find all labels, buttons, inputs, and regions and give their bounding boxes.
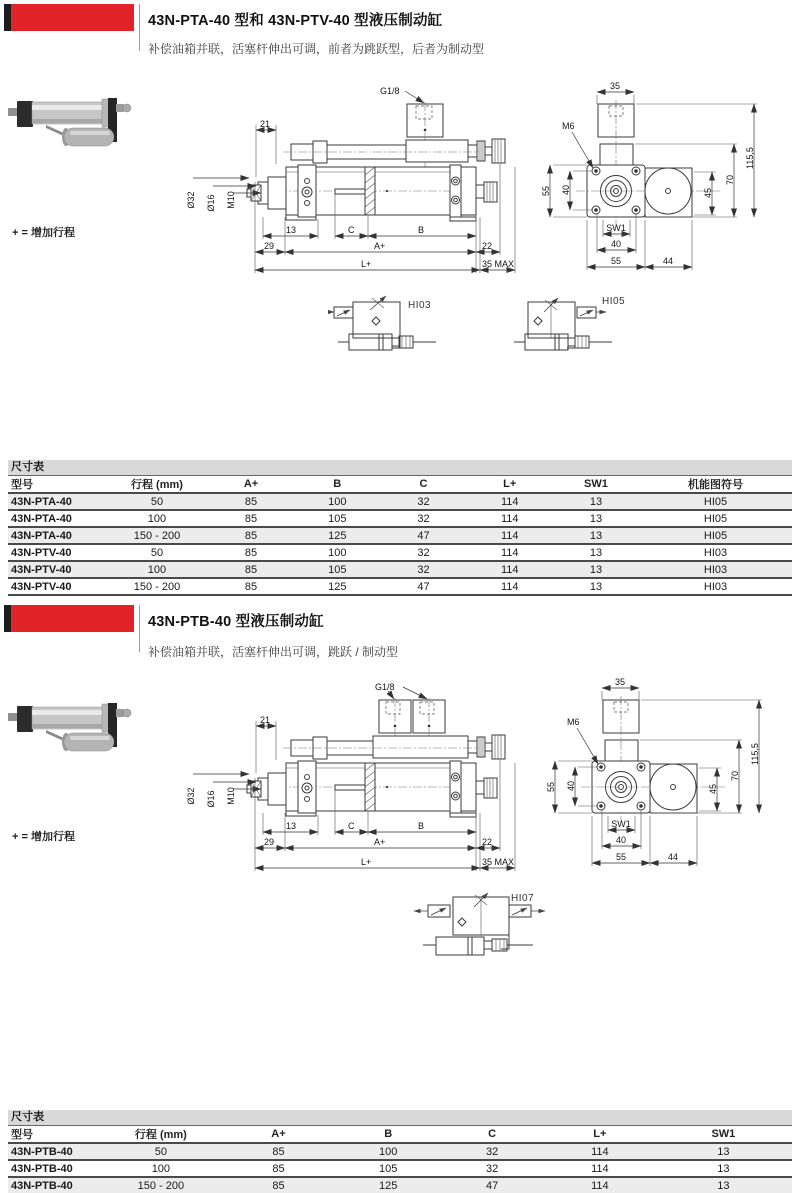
product-photo-1	[8, 92, 133, 154]
col-header: SW1	[711, 1128, 736, 1140]
dim-label-40-left: 40	[566, 780, 576, 792]
col-header: L+	[593, 1128, 607, 1140]
dim-label-g18: G1/8	[380, 86, 400, 96]
cell: 50	[154, 1145, 167, 1158]
function-schematic-hi05	[500, 290, 640, 365]
col-header: A+	[271, 1128, 286, 1140]
cell: 43N-PTA-40	[11, 495, 72, 508]
dim-label-70: 70	[725, 174, 735, 186]
table-row	[8, 1160, 792, 1177]
col-header: C	[488, 1128, 497, 1140]
dim-label-sw1: SW1	[606, 223, 626, 233]
cell: 100	[147, 512, 167, 525]
cell: 125	[328, 580, 347, 593]
cell: 114	[591, 1179, 609, 1192]
cylinder-symbol	[514, 334, 612, 350]
table2	[8, 1126, 792, 1193]
cylinder-photo	[8, 98, 131, 146]
dim-label-b: B	[418, 821, 425, 831]
rear-flange	[450, 165, 497, 217]
schematic-label-hi07: HI07	[511, 893, 535, 904]
dim-label-d16: Ø16	[206, 790, 216, 808]
function-schematic-hi07	[398, 883, 563, 968]
table1-header-row	[8, 476, 792, 493]
front-flange	[298, 761, 316, 813]
dim-label-m6: M6	[562, 121, 575, 131]
dim-label-22: 22	[482, 241, 493, 251]
end-view-drawing-2	[543, 678, 798, 878]
cell: 100	[151, 1162, 171, 1175]
cell: 50	[150, 495, 164, 508]
col-header: 行程 (mm)	[134, 1129, 187, 1141]
dim-label-55-bottom: 55	[610, 256, 622, 266]
cell: 114	[591, 1162, 609, 1175]
section1-title: 43N-PTA-40 型和 43N-PTV-40 型液压制动缸	[148, 13, 443, 29]
end-view-drawing-1	[538, 82, 793, 282]
table2-band: 尺寸表	[8, 1110, 792, 1126]
dimension-table-2	[8, 1110, 792, 1193]
dim-label-13: 13	[286, 225, 297, 235]
dim-label-d32: Ø32	[186, 191, 196, 209]
cell: 47	[485, 1179, 499, 1192]
col-header: C	[419, 478, 428, 490]
dim-label-40-left: 40	[561, 184, 571, 196]
product-photo-2	[8, 697, 133, 759]
cell: 32	[485, 1145, 499, 1158]
section1-badge-black	[4, 4, 11, 31]
schematic-label-hi03: HI03	[408, 300, 432, 311]
cell: 85	[244, 546, 258, 559]
cylinder-photo	[8, 703, 131, 751]
dim-label-m10: M10	[226, 191, 236, 209]
cell: 150 - 200	[133, 529, 181, 542]
side-view-drawing-1	[183, 82, 520, 277]
table-row	[8, 1143, 792, 1160]
cell: 13	[589, 495, 603, 508]
dim-label-c: C	[348, 225, 355, 235]
dim-label-d32: Ø32	[186, 787, 196, 805]
dim-label-21: 21	[260, 119, 271, 129]
reservoir-end	[650, 764, 697, 813]
col-header: 机能图符号	[688, 479, 744, 491]
section2-divider	[139, 605, 140, 652]
schematic-label-hi05: HI05	[602, 296, 626, 307]
cell: 85	[272, 1145, 285, 1158]
dim-label-45: 45	[708, 783, 718, 795]
dim-label-21: 21	[260, 715, 271, 725]
cell: 13	[589, 563, 603, 576]
reservoir-end	[645, 168, 692, 217]
cell: 43N-PTV-40	[11, 546, 72, 559]
dim-label-lplus: L+	[361, 857, 372, 867]
cell: 85	[272, 1162, 285, 1175]
cylinder-symbol	[423, 937, 533, 955]
cell: 100	[328, 495, 347, 508]
cell: 100	[379, 1145, 398, 1158]
cell: 13	[589, 580, 603, 593]
cell: 47	[417, 580, 430, 593]
cell: HI03	[703, 563, 728, 576]
cell: 114	[500, 512, 519, 525]
valve-circuit	[328, 296, 400, 348]
cell: 47	[417, 529, 430, 542]
stroke-note-1: + = 增加行程	[12, 227, 75, 239]
cell: 114	[500, 529, 519, 542]
table-row	[8, 493, 792, 510]
valve-body	[406, 139, 505, 163]
table-row	[8, 527, 792, 544]
m6-callout	[562, 121, 593, 168]
dim-label-lplus: L+	[361, 259, 372, 269]
cell: 105	[328, 512, 347, 525]
dim-label-55-left: 55	[546, 781, 556, 793]
stroke-note-2: + = 增加行程	[12, 831, 75, 843]
cell: 114	[500, 580, 519, 593]
cell: 114	[500, 563, 519, 576]
cell: 13	[589, 546, 603, 559]
dim-label-115-5: 115,5	[750, 743, 760, 765]
table-row	[8, 510, 792, 527]
dim-label-29: 29	[264, 837, 275, 847]
cell: 43N-PTV-40	[11, 580, 72, 593]
cell: 13	[717, 1162, 730, 1175]
col-header: 型号	[11, 479, 33, 491]
valve-circuit	[528, 298, 606, 348]
cell: 50	[150, 546, 164, 559]
cell: 85	[244, 563, 258, 576]
side-view-drawing-2	[183, 678, 520, 875]
g18-callout	[375, 682, 427, 699]
cell: 13	[717, 1145, 730, 1158]
cell: 13	[589, 512, 603, 525]
dim-label-m10: M10	[226, 787, 236, 805]
section2-badge-red	[11, 605, 134, 632]
col-header: 行程 (mm)	[130, 479, 183, 491]
cell: 105	[379, 1162, 398, 1175]
valve-body	[373, 735, 505, 759]
section1-subtitle: 补偿油箱并联，活塞杆伸出可调，前者为跳跃型，后者为制动型	[148, 42, 485, 56]
function-schematic-hi03	[328, 290, 463, 365]
dim-label-45: 45	[703, 187, 713, 199]
dim-label-aplus: A+	[374, 241, 386, 251]
table-row	[8, 1177, 792, 1193]
cell: HI03	[703, 546, 728, 559]
dim-label-35: 35	[610, 82, 621, 91]
dim-label-35max: 35 MAX	[482, 857, 515, 867]
cell: HI05	[703, 495, 728, 508]
col-header: B	[384, 1128, 393, 1140]
cell: HI05	[703, 529, 728, 542]
section1-divider	[139, 4, 140, 51]
cell: 13	[717, 1179, 730, 1192]
cell: 150 - 200	[133, 580, 181, 593]
dim-label-40-bottom: 40	[610, 239, 622, 249]
dim-label-d16: Ø16	[206, 194, 216, 212]
dim-label-g18: G1/8	[375, 682, 395, 692]
dim-label-70: 70	[730, 770, 740, 782]
cell: 125	[328, 529, 347, 542]
dim-label-m6: M6	[567, 717, 580, 727]
dim-label-40-bottom: 40	[615, 835, 627, 845]
dim-label-22: 22	[482, 837, 493, 847]
table2-header-row	[8, 1126, 792, 1143]
cell: 114	[500, 495, 519, 508]
cell: HI03	[703, 580, 728, 593]
front-flange	[298, 165, 316, 217]
table-row	[8, 561, 792, 578]
dim-label-55-left: 55	[541, 185, 551, 197]
g18-callout	[380, 86, 424, 103]
cell: 85	[244, 512, 258, 525]
dim-label-b: B	[418, 225, 425, 235]
cell: 85	[244, 495, 258, 508]
cell: 105	[328, 563, 347, 576]
rear-flange	[450, 761, 497, 813]
section2-subtitle: 补偿油箱并联，活塞杆伸出可调，跳跃 / 制动型	[148, 645, 399, 659]
dim-label-sw1: SW1	[611, 819, 631, 829]
col-header: L+	[503, 478, 517, 490]
cell: 150 - 200	[137, 1179, 185, 1192]
section1-badge-red	[11, 4, 134, 31]
dim-label-aplus: A+	[374, 837, 386, 847]
table1-band: 尺寸表	[8, 460, 792, 476]
dim-label-35max: 35 MAX	[482, 259, 515, 269]
cell: 32	[417, 546, 430, 559]
table-row	[8, 544, 792, 561]
cell: 32	[417, 512, 430, 525]
cell: 85	[244, 580, 258, 593]
table-row	[8, 578, 792, 595]
cell: 100	[328, 546, 347, 559]
cell: 13	[589, 529, 603, 542]
cell: 43N-PTA-40	[11, 512, 72, 525]
cell: 32	[417, 563, 430, 576]
cell: 85	[244, 529, 258, 542]
section2-badge-black	[4, 605, 11, 632]
dim-label-c: C	[348, 821, 355, 831]
cell: 100	[147, 563, 167, 576]
dim-label-35: 35	[615, 678, 626, 687]
cell: 43N-PTB-40	[11, 1162, 73, 1175]
dimension-table-1	[8, 460, 792, 596]
cell: 43N-PTV-40	[11, 563, 72, 576]
cell: 114	[591, 1145, 609, 1158]
cell: 43N-PTB-40	[11, 1145, 73, 1158]
cell: 32	[485, 1162, 499, 1175]
cell: 43N-PTA-40	[11, 529, 72, 542]
dim-label-44: 44	[662, 256, 674, 266]
cell: 43N-PTB-40	[11, 1179, 73, 1192]
section2-title: 43N-PTB-40 型液压制动缸	[148, 614, 324, 630]
dim-label-55-bottom: 55	[615, 852, 627, 862]
cell: HI05	[703, 512, 728, 525]
cell: 85	[272, 1179, 285, 1192]
table1	[8, 476, 792, 596]
dim-label-115-5: 115,5	[745, 147, 755, 169]
col-header: SW1	[584, 478, 608, 490]
dim-label-29: 29	[264, 241, 275, 251]
cell: 32	[417, 495, 430, 508]
cell: 114	[500, 546, 519, 559]
m6-callout	[567, 717, 598, 764]
col-header: B	[333, 478, 342, 490]
col-header: 型号	[11, 1129, 33, 1141]
cell: 125	[379, 1179, 398, 1192]
dim-label-44: 44	[667, 852, 679, 862]
oil-reservoir-ports	[379, 698, 445, 736]
col-header: A+	[243, 478, 259, 490]
dim-label-13: 13	[286, 821, 297, 831]
